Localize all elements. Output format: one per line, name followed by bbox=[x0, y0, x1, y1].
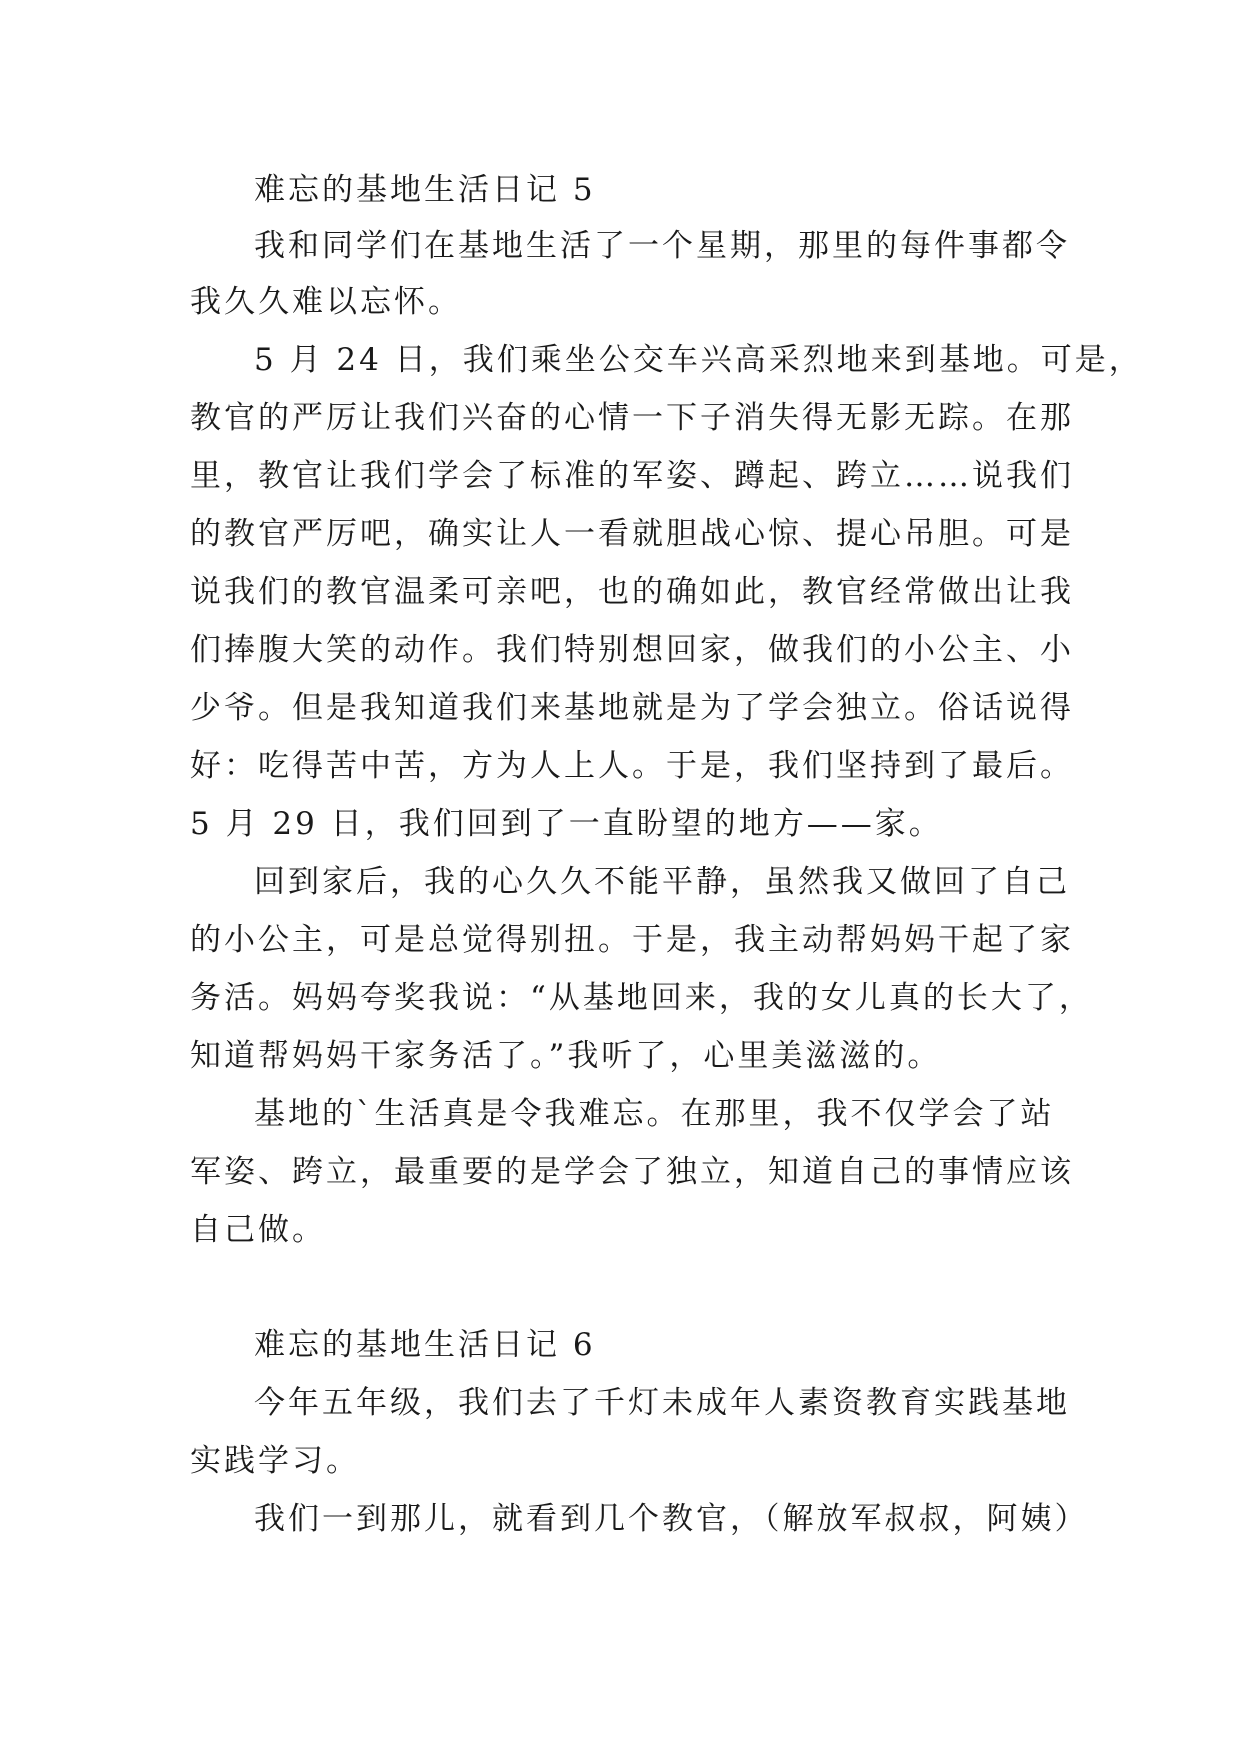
paragraph-line: 的小公主，可是总觉得别扭。于是，我主动帮妈妈干起了家 bbox=[190, 922, 1074, 958]
paragraph-line: 自己做。 bbox=[190, 1212, 326, 1248]
paragraph-line: 军姿、跨立，最重要的是学会了独立，知道自己的事情应该 bbox=[190, 1154, 1074, 1190]
diary-title: 难忘的基地生活日记 6 bbox=[254, 1327, 596, 1363]
paragraph-line: 我们一到那儿，就看到几个教官，（解放军叔叔，阿姨） bbox=[254, 1501, 1089, 1537]
paragraph-line: 里，教官让我们学会了标准的军姿、蹲起、跨立……说我们 bbox=[190, 458, 1074, 494]
paragraph-line: 实践学习。 bbox=[190, 1443, 360, 1479]
paragraph-line: 们捧腹大笑的动作。我们特别想回家，做我们的小公主、小 bbox=[190, 632, 1074, 668]
paragraph-line: 少爷。但是我知道我们来基地就是为了学会独立。俗话说得 bbox=[190, 690, 1074, 726]
paragraph-line: 教官的严厉让我们兴奋的心情一下子消失得无影无踪。在那 bbox=[190, 400, 1074, 436]
paragraph-line: 的教官严厉吧，确实让人一看就胆战心惊、提心吊胆。可是 bbox=[190, 516, 1074, 552]
paragraph-line: 好：吃得苦中苦，方为人上人。于是，我们坚持到了最后。 bbox=[190, 748, 1074, 784]
paragraph-line: 知道帮妈妈干家务活了。”我听了，心里美滋滋的。 bbox=[190, 1038, 942, 1074]
paragraph-line: 5 月 24 日，我们乘坐公交车兴高采烈地来到基地。可是， bbox=[254, 342, 1143, 378]
diary-title: 难忘的基地生活日记 5 bbox=[254, 172, 596, 208]
paragraph-line: 务活。妈妈夸奖我说：“从基地回来，我的女儿真的长大了， bbox=[190, 980, 1093, 1016]
paragraph-line: 说我们的教官温柔可亲吧，也的确如此，教官经常做出让我 bbox=[190, 574, 1074, 610]
paragraph-line: 回到家后，我的心久久不能平静，虽然我又做回了自己 bbox=[254, 864, 1070, 900]
paragraph-line: 5 月 29 日，我们回到了一直盼望的地方——家。 bbox=[190, 806, 943, 842]
paragraph-line: 今年五年级，我们去了千灯未成年人素资教育实践基地 bbox=[254, 1385, 1070, 1421]
paragraph-line: 我和同学们在基地生活了一个星期，那里的每件事都令 bbox=[254, 228, 1070, 264]
paragraph-line: 我久久难以忘怀。 bbox=[190, 284, 462, 320]
paragraph-line: 基地的`生活真是令我难忘。在那里，我不仅学会了站 bbox=[254, 1096, 1055, 1132]
